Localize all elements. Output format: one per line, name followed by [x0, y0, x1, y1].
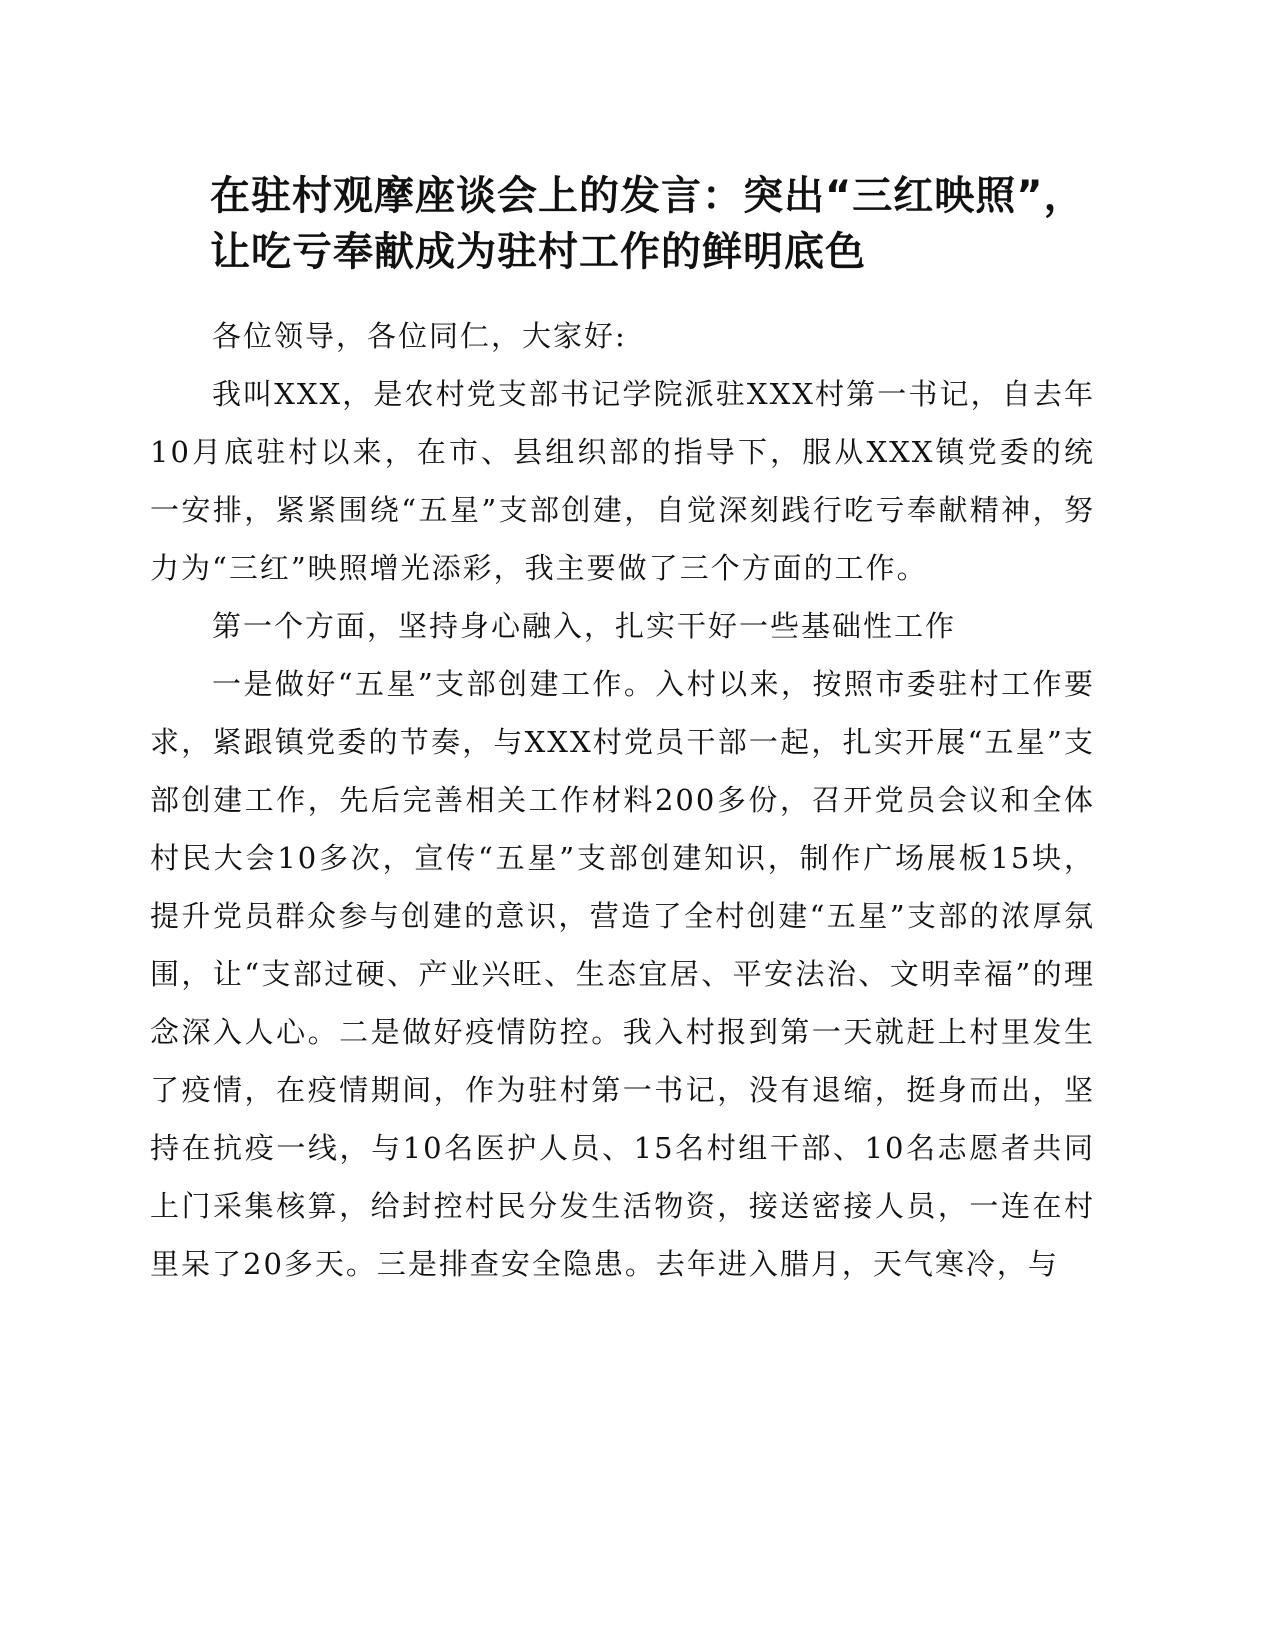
intro-paragraph: 我叫XXX，是农村党支部书记学院派驻XXX村第一书记，自去年10月底驻村以来，在市、县组织部的指导下，服从XXX镇党委的统一安排，紧紧围绕“五星”支部创建，自觉深刻践行吃亏奉献精神，努力为“三红”映照增光添彩，我主要做了三个方面的工作。 — [150, 377, 1095, 585]
greeting-paragraph: 各位领导，各位同仁，大家好: — [212, 319, 627, 353]
document-title: 在驻村观摩座谈会上的发言：突出“三红映照”，让吃亏奉献成为驻村工作的鲜明底色 — [210, 173, 1085, 275]
section-heading: 第一个方面，坚持身心融入，扎实干好一些基础性工作 — [212, 609, 957, 643]
document-body — [150, 307, 1095, 1293]
body-paragraph: 一是做好“五星”支部创建工作。入村以来，按照市委驻村工作要求，紧跟镇党委的节奏，与XXX村党员干部一起，扎实开展“五星”支部创建工作，先后完善相关工作材料200多份，召开党员会议和全体村民大会10多次，宣传“五星”支部创建知识，制作广场展板15块，提升党员群众参与创建的意识，营造了全村创建“五星”支部的浓厚氛围，让“支部过硬、产业兴旺、生态宜居、平安法治、文明幸福”的理念深入人心。二是做好疫情防控。我入村报到第一天就赶上村里发生了疫情，在疫情期间，作为驻村第一书记，没有退缩，挺身而出，坚持在抗疫一线，与10名医护人员、15名村组干部、10名志愿者共同上门采集核算，给封控村民分发生活物资，接送密接人员，一连在村里呆了20多天。三是排查安全隐患。去年进入腊月，天气寒冷，与 — [150, 667, 1095, 1281]
